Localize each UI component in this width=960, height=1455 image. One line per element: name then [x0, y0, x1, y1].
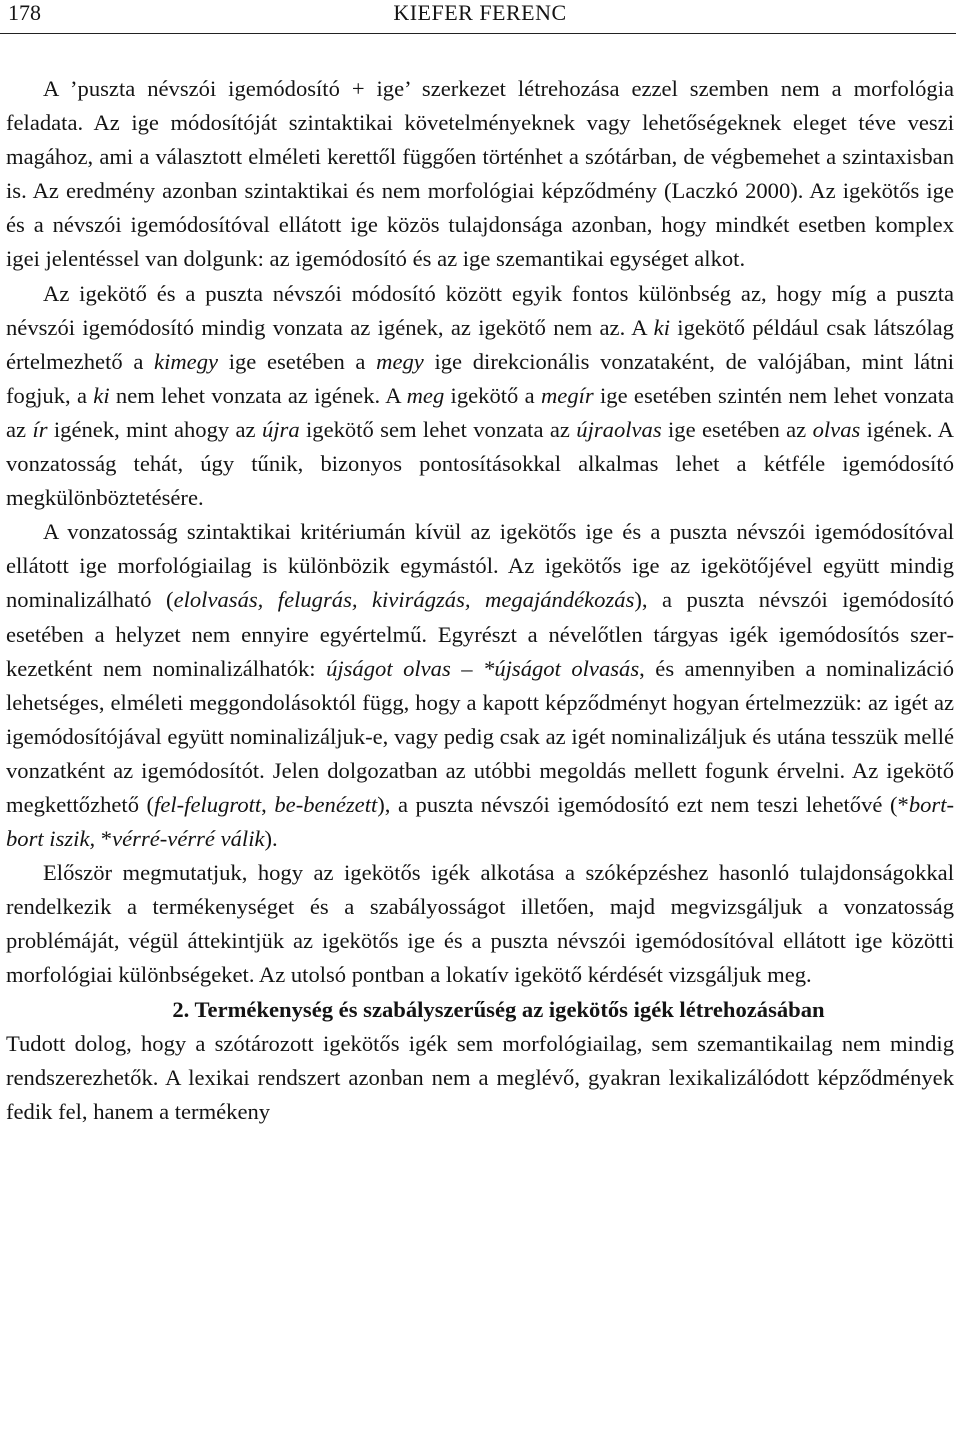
- text-run: ).: [264, 826, 278, 852]
- italic-term: fel-felugrott: [154, 791, 262, 817]
- running-head: KIEFER FERENC: [393, 0, 567, 25]
- body-text: [6, 72, 954, 1129]
- text-run: ige esetében az: [661, 416, 813, 442]
- paragraph-1: [6, 72, 954, 277]
- text-run: Tudott dolog, hogy a szótározott igekötős igék sem morfológiailag, sem szemantikailag nem mindig rendszerezhetők. A lexikai rendszert azonban nem a meglévő, gyakran lexikalizálódott képződmények fedik fel, hanem a termékeny: [6, 1030, 954, 1124]
- text-run: igekötő például csak látszólag értelmezhető a: [6, 314, 954, 374]
- page-number: 178: [8, 0, 41, 25]
- text-run: ), a puszta névszói igemódosító esetében a helyzet nem ennyire egyértelmű. Egyrészt a névelőtlen tárgyas igék igemódosítós szerkezetként nem nominalizálhatók:: [6, 587, 954, 681]
- text-run: Először megmutatjuk, hogy az igekötős igék alkotása a szóképzéshez hasonló tulajdonságokkal rendelkezik a termékenységet és a szabályosságot illetően, majd megvizsgáljuk a vonzatosság problémáját, végül áttekintjük az igekötős ige és a puszta névszói igemódosítóval ellátott ige közötti morfológiai különbségeket. Az utolsó pontban a lokatív igekötő kérdését vizsgáljuk meg.: [6, 860, 954, 988]
- section-heading: 2. Termékenység és szabályszerűség az igekötős igék létrehozásában: [172, 996, 825, 1022]
- text-run: igének. A vonzatosság tehát, úgy tűnik, bizonyos pontosításokkal alkalmas lehet a kétféle igemódosító megkülönböztetésére.: [6, 416, 954, 511]
- italic-term: újságot olvas – *újságot olvasás: [326, 655, 640, 681]
- paragraph-4: [6, 856, 954, 992]
- text-run: ige direkcionális vonzataként, de valójában, mint látni fogjuk, a: [6, 348, 954, 408]
- text-run: A ’puszta névszói igemódosító + ige’ szerkezet létrehozása ezzel szemben nem a morfológia feladata. Az ige módosítóját szintaktikai követelményeknek vagy lehetőségeknek eleget téve veszi magához, ami a választott elméleti kerettől függően történhet a szótárban, de végbemehet a szintaxisban is. Az eredmény azonban szintaktikai és nem morfológiai képződmény (Laczkó 2000). Az igekötős ige és a névszói igemódosítóval ellátott ige közös tulajdonsága azonban, hogy mindkét esetben komplex igei jelentéssel van dolgunk: az igemódosító és az ige szemantikai egységet alkot.: [6, 76, 954, 272]
- page-header: [0, 0, 956, 34]
- italic-term: bort-bort iszik,: [6, 791, 954, 852]
- text-run: ,: [261, 791, 275, 817]
- text-run: Az igekötő és a puszta névszói módosító között egyik fontos különbség az, hogy míg a puszta névszói igemódosító mindig vonzata az igének, az igekötő nem az. A: [6, 280, 954, 340]
- text-run: *: [95, 826, 113, 852]
- italic-term: megy: [376, 348, 424, 374]
- italic-term: ír: [32, 416, 48, 442]
- text-run: nem lehet vonzata az igének. A: [109, 382, 407, 408]
- italic-term: olvas: [812, 416, 861, 442]
- text-run: ), a puszta névszói igemódosító ezt nem teszi lehetővé (*: [377, 791, 909, 817]
- italic-term: megír: [540, 382, 594, 408]
- text-run: , és amennyiben a nominalizáció lehetséges, elméleti meggondolásoktól függ, hogy a kapott képződményt hogyan értelmezzük: az igét az igemódosítójával együtt nominalizáljuk-e, vagy pedig csak az igét nominalizáljuk és utána tesszük mellé vonzatként az igemódosítót. Jelen dolgozatban az utóbbi megoldás mellett fogunk érvelni. Az igekötő megkettőzhető (: [6, 655, 955, 817]
- text-run: igének, mint ahogy az: [47, 416, 262, 442]
- paragraph-2: [6, 277, 954, 516]
- italic-term: kimegy: [154, 348, 219, 374]
- italic-term: ki: [93, 382, 110, 408]
- italic-term: vérré-vérré válik: [112, 826, 265, 852]
- italic-term: be-benézett: [274, 791, 378, 817]
- text-run: ige esetében a: [218, 348, 377, 374]
- italic-term: elolvasás, felugrás, kivirágzás, megajándékozás: [173, 587, 635, 613]
- paragraph-5: [6, 1027, 954, 1129]
- text-run: igekötő a: [444, 382, 541, 408]
- italic-term: újra: [261, 416, 300, 442]
- text-run: A vonzatosság szintaktikai kritériumán kívül az igekötős ige és a puszta névszói igemódosítóval ellátott ige morfológiailag is különbözik egymástól. Az igekötős ige az igekötőjével együtt mindig nominalizálható (: [6, 519, 954, 613]
- italic-term: ki: [653, 314, 670, 340]
- text-run: igekötő sem lehet vonzata az: [299, 416, 577, 442]
- paragraph-3: [6, 515, 954, 856]
- italic-term: újraolvas: [576, 416, 662, 442]
- italic-term: meg: [406, 382, 445, 408]
- text-run: ige esetében szintén nem lehet vonzata az: [6, 382, 954, 442]
